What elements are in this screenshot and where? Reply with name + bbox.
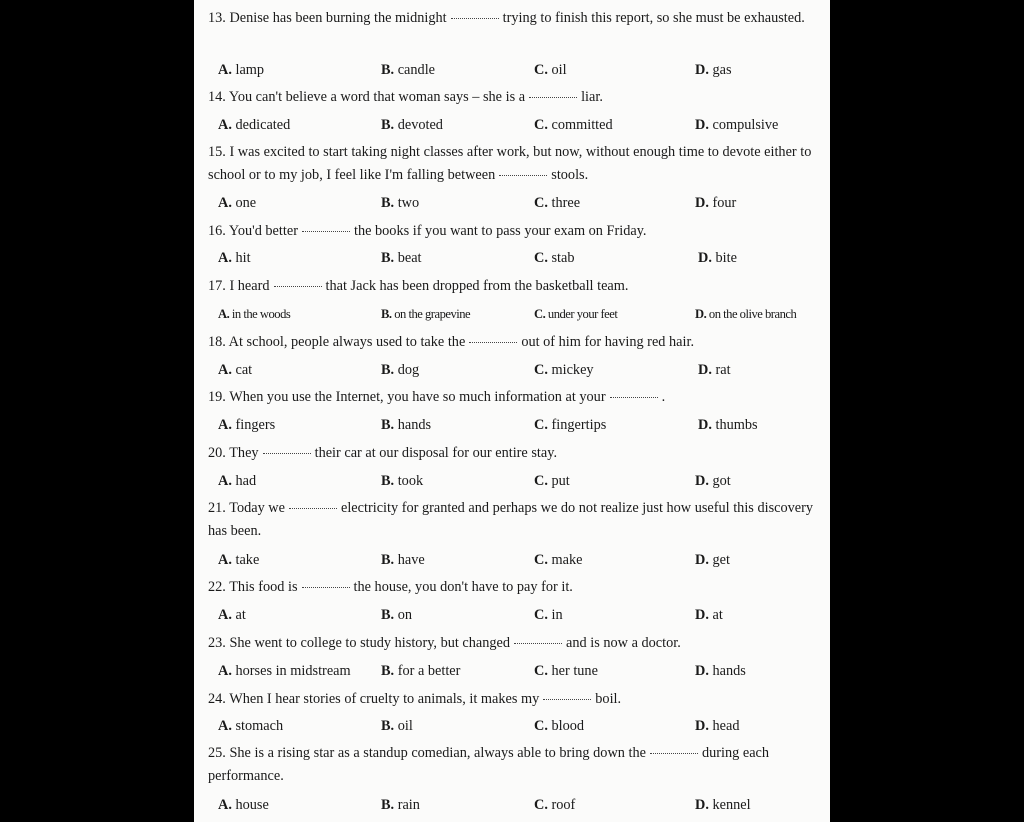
option-18d: D. rat	[698, 362, 731, 378]
question-24: 24. When I hear stories of cruelty to animals, it makes my boil.	[208, 691, 622, 707]
option-13a: A. lamp	[218, 62, 265, 78]
option-14b: B. devoted	[381, 117, 443, 133]
answer-blank	[274, 285, 322, 287]
answer-blank	[514, 642, 562, 644]
answer-blank	[451, 17, 499, 19]
option-21b: B. have	[381, 552, 425, 568]
option-21c: C. make	[534, 552, 583, 568]
option-22b: B. on	[381, 607, 412, 623]
option-15a: A. one	[218, 195, 257, 211]
option-16a: A. hit	[218, 250, 251, 266]
option-21d: D. get	[695, 552, 730, 568]
answer-blank	[499, 174, 547, 176]
question-20: 20. They their car at our disposal for our entire stay.	[208, 445, 558, 461]
option-16b: B. beat	[381, 250, 422, 266]
option-13b: B. candle	[381, 62, 436, 78]
option-22a: A. at	[218, 607, 246, 623]
option-24c: C. blood	[534, 718, 585, 734]
option-25a: A. house	[218, 797, 269, 813]
option-21a: A. take	[218, 552, 260, 568]
option-25b: B. rain	[381, 797, 420, 813]
answer-blank	[543, 698, 591, 700]
answer-blank	[263, 452, 311, 454]
option-15b: B. two	[381, 195, 420, 211]
option-23c: C. her tune	[534, 663, 598, 679]
question-23: 23. She went to college to study history, but changed and is now a doctor.	[208, 635, 681, 651]
option-14c: C. committed	[534, 117, 613, 133]
option-19b: B. hands	[381, 417, 432, 433]
option-20d: D. got	[695, 473, 731, 489]
option-18b: B. dog	[381, 362, 420, 378]
option-17d: D. on the olive branch	[695, 307, 797, 321]
answer-blank	[650, 752, 698, 754]
option-17b: B. on the grapevine	[381, 307, 471, 321]
option-16d: D. bite	[698, 250, 737, 266]
question-17: 17. I heard that Jack has been dropped from the basketball team.	[208, 278, 629, 294]
option-13d: D. gas	[695, 62, 732, 78]
answer-blank	[289, 507, 337, 509]
answer-blank	[529, 96, 577, 98]
option-23d: D. hands	[695, 663, 746, 679]
option-13c: C. oil	[534, 62, 567, 78]
question-18: 18. At school, people always used to take the out of him for having red hair.	[208, 334, 695, 350]
option-19a: A. fingers	[218, 417, 276, 433]
option-19d: D. thumbs	[698, 417, 758, 433]
answer-blank	[469, 341, 517, 343]
option-23b: B. for a better	[381, 663, 461, 679]
option-20b: B. took	[381, 473, 424, 489]
answer-blank	[302, 230, 350, 232]
question-22: 22. This food is the house, you don't have to pay for it.	[208, 579, 573, 595]
option-22c: C. in	[534, 607, 563, 623]
option-24d: D. head	[695, 718, 740, 734]
option-14a: A. dedicated	[218, 117, 291, 133]
answer-blank	[302, 586, 350, 588]
option-19c: C. fingertips	[534, 417, 607, 433]
option-20c: C. put	[534, 473, 570, 489]
option-20a: A. had	[218, 473, 257, 489]
option-16c: C. stab	[534, 250, 575, 266]
question-15: 15. I was excited to start taking night classes after work, but now, without enough time to devote either to school or to my job, I feel like I'm falling between stools.	[208, 144, 812, 183]
option-17c: C. under your feet	[534, 307, 618, 321]
question-25: 25. She is a rising star as a standup comedian, always able to bring down the during each performance.	[208, 745, 770, 784]
option-15d: D. four	[695, 195, 737, 211]
option-25d: D. kennel	[695, 797, 751, 813]
option-18a: A. cat	[218, 362, 253, 378]
question-14: 14. You can't believe a word that woman says – she is a liar.	[208, 89, 603, 105]
question-21: 21. Today we electricity for granted and perhaps we do not realize just how useful this discovery has been.	[208, 500, 814, 539]
answer-blank	[610, 396, 658, 398]
option-23a: A. horses in midstream	[218, 663, 351, 679]
option-14d: D. compulsive	[695, 117, 779, 133]
option-24b: B. oil	[381, 718, 413, 734]
question-13: 13. Denise has been burning the midnight trying to finish this report, so she must be exhausted.	[208, 10, 805, 26]
option-22d: D. at	[695, 607, 723, 623]
option-24a: A. stomach	[218, 718, 284, 734]
option-18c: C. mickey	[534, 362, 594, 378]
question-16: 16. You'd better the books if you want to pass your exam on Friday.	[208, 223, 647, 239]
option-25c: C. roof	[534, 797, 576, 813]
question-19: 19. When you use the Internet, you have so much information at your .	[208, 389, 666, 405]
option-17a: A. in the woods	[218, 307, 291, 321]
worksheet-page	[194, 0, 830, 822]
option-15c: C. three	[534, 195, 581, 211]
